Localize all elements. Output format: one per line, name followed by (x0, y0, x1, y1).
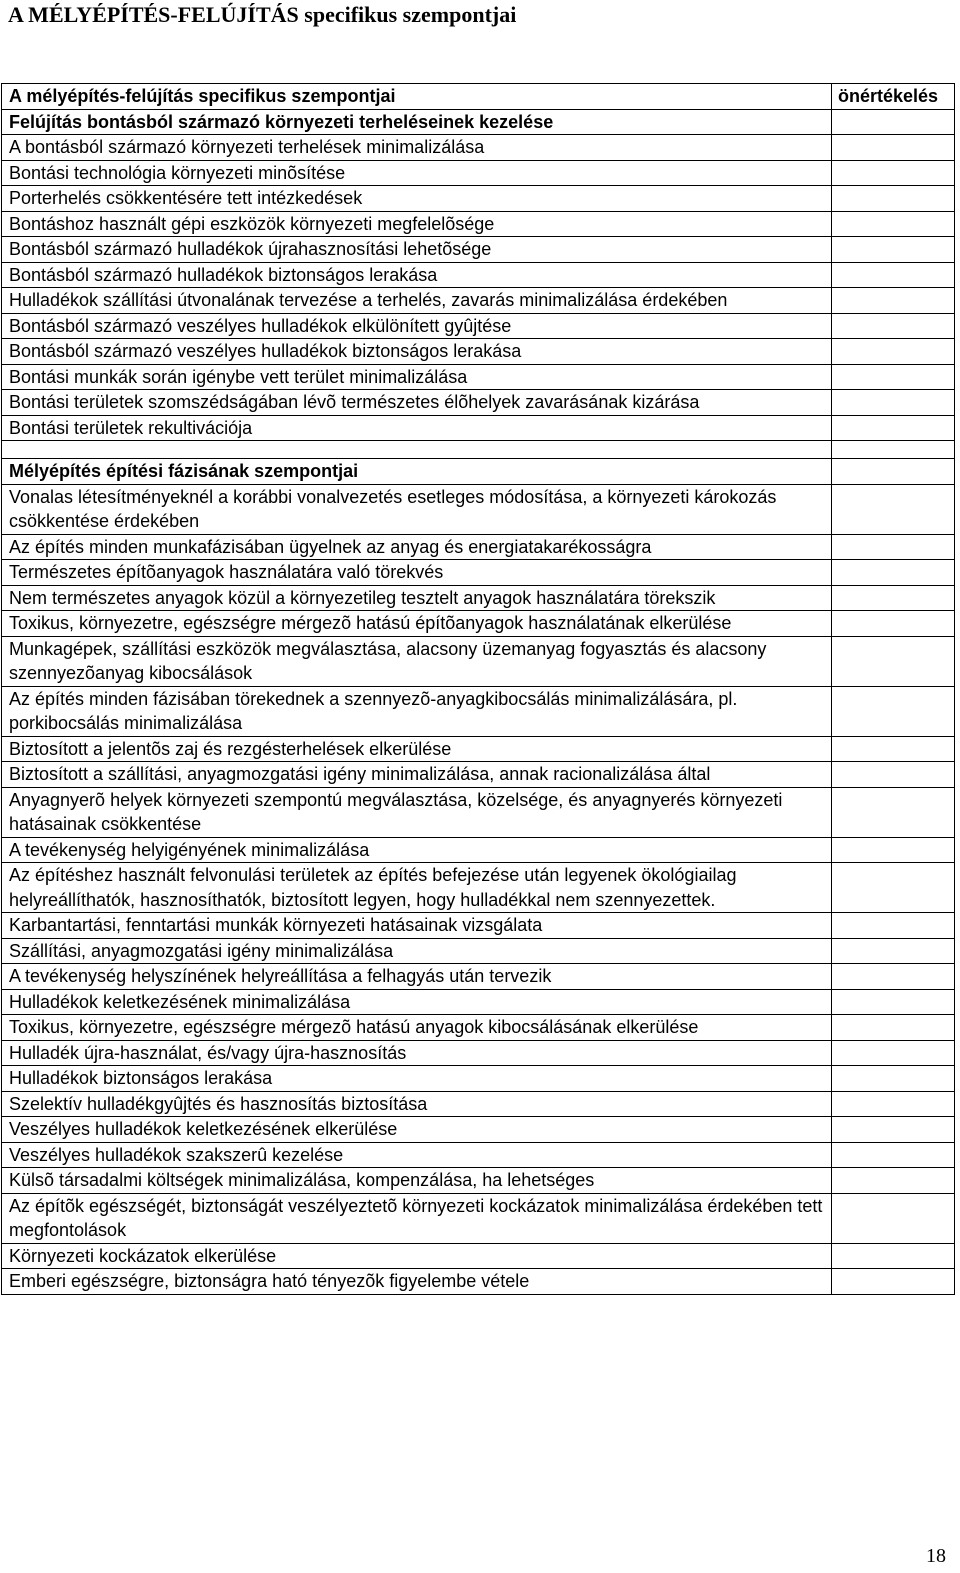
table-row (2, 1142, 955, 1168)
section-heading: Felújítás bontásból származó környezeti terheléseinek kezelése (9, 111, 554, 132)
criterion-text: Bontási területek szomszédságában lévõ természetes élõhelyek zavarásának kizárása (9, 392, 700, 412)
criterion-cell (2, 484, 832, 534)
table-row (2, 1040, 955, 1066)
self-assessment-cell[interactable] (832, 534, 955, 560)
criterion-text: Környezeti kockázatok elkerülése (9, 1245, 277, 1266)
criterion-text: Bontásból származó hulladékok újrahasznosítási lehetõsége (9, 239, 492, 259)
self-assessment-cell[interactable] (832, 211, 955, 237)
self-assessment-cell[interactable] (832, 288, 955, 314)
table-row (2, 1091, 955, 1117)
table-row (2, 736, 955, 762)
table-row (2, 1193, 955, 1243)
criterion-text: Toxikus, környezetre, egészségre mérgezõ hatású építõanyagok használatának elkerülése (9, 613, 732, 633)
criterion-cell (2, 1168, 832, 1194)
criterion-text: Porterhelés csökkentésére tett intézkedések (9, 188, 363, 208)
self-assessment-cell[interactable] (832, 390, 955, 416)
criterion-text: Bontási munkák során igénybe vett terület minimalizálása (9, 366, 468, 387)
criterion-text: Hulladékok biztonságos lerakása (9, 1068, 273, 1088)
table-row (2, 1066, 955, 1092)
self-assessment-cell[interactable] (832, 237, 955, 263)
self-assessment-cell[interactable] (832, 913, 955, 939)
criterion-text: A bontásból származó környezeti terhelések minimalizálása (9, 137, 485, 157)
criterion-cell (2, 964, 832, 990)
self-assessment-cell[interactable] (832, 339, 955, 365)
table-row (2, 611, 955, 637)
criterion-cell (2, 1193, 832, 1243)
criterion-cell (2, 1269, 832, 1295)
section-heading: Mélyépítés építési fázisának szempontjai (9, 461, 359, 481)
self-assessment-cell[interactable] (832, 441, 955, 459)
criterion-cell (2, 288, 832, 314)
criterion-cell (2, 913, 832, 939)
table-row (2, 636, 955, 686)
criterion-cell (2, 1243, 832, 1269)
self-assessment-cell[interactable] (832, 160, 955, 186)
self-assessment-cell[interactable] (832, 364, 955, 390)
page-number: 18 (926, 1545, 946, 1567)
criterion-cell (2, 441, 832, 459)
self-assessment-cell[interactable] (832, 1142, 955, 1168)
criterion-cell (2, 787, 832, 837)
criterion-text: Szelektív hulladékgyûjtés és hasznosítás biztosítása (9, 1093, 428, 1114)
criterion-cell (2, 211, 832, 237)
table-row (2, 1117, 955, 1143)
criterion-text: Veszélyes hulladékok keletkezésének elkerülése (9, 1119, 398, 1139)
criterion-text: Bontáshoz használt gépi eszközök környezeti megfelelõsége (9, 213, 495, 234)
criterion-text: A tevékenység helyszínének helyreállítása a felhagyás után tervezik (9, 966, 552, 986)
self-assessment-cell[interactable] (832, 636, 955, 686)
section-row (2, 84, 955, 110)
criterion-cell (2, 1117, 832, 1143)
criterion-cell (2, 237, 832, 263)
score-header: önértékelés (832, 84, 955, 110)
criterion-text: Emberi egészségre, biztonságra ható tényezõk figyelembe vétele (9, 1271, 530, 1291)
section-heading-cell (2, 109, 832, 135)
self-assessment-cell[interactable] (832, 313, 955, 339)
table-row (2, 787, 955, 837)
criterion-text: Az építés minden munkafázisában ügyelnek az anyag és energiatakarékosságra (9, 536, 652, 557)
criterion-text: Vonalas létesítményeknél a korábbi vonalvezetés esetleges módosítása, a környezeti károkozás csökkentése érdekében (9, 486, 777, 531)
self-assessment-cell[interactable] (832, 1066, 955, 1092)
table-row (2, 964, 955, 990)
criterion-text: Karbantartási, fenntartási munkák környezeti hatásainak vizsgálata (9, 915, 543, 935)
self-assessment-cell[interactable] (832, 837, 955, 863)
criterion-cell (2, 989, 832, 1015)
table-row (2, 762, 955, 788)
criterion-text: Hulladékok keletkezésének minimalizálása (9, 991, 351, 1012)
criterion-cell (2, 534, 832, 560)
section-row (2, 109, 955, 135)
self-assessment-cell[interactable] (832, 1168, 955, 1194)
criterion-text: Hulladék újra-használat, és/vagy újra-hasznosítás (9, 1042, 407, 1063)
criterion-text: Toxikus, környezetre, egészségre mérgezõ hatású anyagok kibocsálásának elkerülése (9, 1017, 699, 1037)
criterion-cell (2, 686, 832, 736)
table-row (2, 863, 955, 913)
criterion-cell (2, 1091, 832, 1117)
self-assessment-cell[interactable] (832, 1243, 955, 1269)
table-row (2, 837, 955, 863)
section-row (2, 459, 955, 485)
criterion-cell (2, 736, 832, 762)
criterion-text: Biztosított a jelentõs zaj és rezgésterhelések elkerülése (9, 738, 452, 759)
self-assessment-cell[interactable] (832, 262, 955, 288)
self-assessment-cell[interactable] (832, 736, 955, 762)
self-assessment-cell[interactable] (832, 560, 955, 586)
criterion-cell (2, 415, 832, 441)
self-assessment-cell[interactable] (832, 484, 955, 534)
table-row (2, 1168, 955, 1194)
criterion-text: Az építéshez használt felvonulási területek az építés befejezése után legyenek ökológiailag helyreállíthatók, hasznosíthatók, biztosított legyen, hogy hulladékkal nem szennyezettek. (9, 865, 737, 910)
criterion-cell (2, 762, 832, 788)
criterion-text: Hulladékok szállítási útvonalának tervezése a terhelés, zavarás minimalizálása érdekében (9, 290, 728, 310)
self-assessment-cell[interactable] (832, 1193, 955, 1243)
criterion-cell (2, 313, 832, 339)
self-assessment-cell[interactable] (832, 686, 955, 736)
table-row (2, 364, 955, 390)
page-title: A MÉLYÉPÍTÉS-FELÚJÍTÁS specifikus szempontjai (8, 2, 517, 27)
criterion-text: Bontási technológia környezeti minõsítése (9, 162, 346, 183)
criteria-table-body (2, 84, 955, 1295)
criterion-cell (2, 560, 832, 586)
self-assessment-cell[interactable] (832, 186, 955, 212)
self-assessment-cell[interactable] (832, 787, 955, 837)
criterion-cell (2, 938, 832, 964)
criterion-cell (2, 585, 832, 611)
criterion-cell (2, 135, 832, 161)
self-assessment-cell[interactable] (832, 762, 955, 788)
self-assessment-cell[interactable] (832, 964, 955, 990)
criterion-cell (2, 863, 832, 913)
criterion-text: Nem természetes anyagok közül a környezetileg tesztelt anyagok használatára törekszik (9, 587, 716, 608)
criterion-cell (2, 339, 832, 365)
criterion-text: Veszélyes hulladékok szakszerû kezelése (9, 1144, 344, 1165)
self-assessment-cell[interactable] (832, 585, 955, 611)
criteria-table (1, 83, 955, 1295)
criterion-cell (2, 636, 832, 686)
criterion-cell (2, 1015, 832, 1041)
self-assessment-cell[interactable] (832, 1015, 955, 1041)
table-row (2, 211, 955, 237)
self-assessment-cell[interactable] (832, 1269, 955, 1295)
criterion-text: Biztosított a szállítási, anyagmozgatási igény minimalizálása, annak racionalizálása által (9, 764, 711, 784)
table-row (2, 135, 955, 161)
table-row (2, 560, 955, 586)
criterion-text: Bontásból származó veszélyes hulladékok biztonságos lerakása (9, 341, 522, 361)
criterion-text: Anyagnyerõ helyek környezeti szempontú megválasztása, közelsége, és anyagnyerés környezeti hatásainak csökkentése (9, 789, 783, 834)
table-row (2, 390, 955, 416)
table-row (2, 237, 955, 263)
table-row (2, 186, 955, 212)
table-row (2, 313, 955, 339)
self-assessment-cell[interactable] (832, 1117, 955, 1143)
self-assessment-cell[interactable] (832, 989, 955, 1015)
self-assessment-cell[interactable] (832, 109, 955, 135)
criterion-text: Bontásból származó veszélyes hulladékok elkülönített gyûjtése (9, 315, 512, 336)
criterion-cell (2, 1066, 832, 1092)
criterion-cell (2, 611, 832, 637)
table-row (2, 262, 955, 288)
section-heading-cell (2, 84, 832, 110)
table-row (2, 415, 955, 441)
criterion-cell (2, 364, 832, 390)
criterion-cell (2, 1142, 832, 1168)
table-row (2, 938, 955, 964)
criterion-cell (2, 1040, 832, 1066)
self-assessment-cell[interactable] (832, 415, 955, 441)
self-assessment-cell[interactable] (832, 938, 955, 964)
table-row (2, 989, 955, 1015)
section-heading: A mélyépítés-felújítás specifikus szempontjai (9, 86, 396, 106)
table-row (2, 1015, 955, 1041)
criterion-text: Az építés minden fázisában törekednek a szennyezõ-anyagkibocsálás minimalizálására, pl. porkibocsálás minimalizálása (9, 688, 738, 733)
table-row (2, 585, 955, 611)
table-row (2, 534, 955, 560)
criterion-cell (2, 837, 832, 863)
criterion-text: Az építõk egészségét, biztonságát veszélyeztetõ környezeti kockázatok minimalizálása érdekében tett megfontolások (9, 1195, 823, 1240)
criterion-cell (2, 262, 832, 288)
criterion-text: Munkagépek, szállítási eszközök megválasztása, alacsony üzemanyag fogyasztás és alacsony szennyezõanyag kibocsálások (9, 638, 767, 683)
self-assessment-cell[interactable] (832, 459, 955, 485)
criterion-text: Bontásból származó hulladékok biztonságos lerakása (9, 264, 438, 285)
criterion-text: Szállítási, anyagmozgatási igény minimalizálása (9, 940, 394, 961)
self-assessment-cell[interactable] (832, 135, 955, 161)
criterion-cell (2, 186, 832, 212)
table-row (2, 484, 955, 534)
table-row (2, 339, 955, 365)
criterion-text: Természetes építõanyagok használatára való törekvés (9, 562, 444, 582)
spacer-row (2, 441, 955, 459)
criterion-cell (2, 390, 832, 416)
table-row (2, 1243, 955, 1269)
criterion-cell (2, 160, 832, 186)
table-row (2, 160, 955, 186)
self-assessment-cell[interactable] (832, 863, 955, 913)
section-heading-cell (2, 459, 832, 485)
table-row (2, 686, 955, 736)
table-row (2, 913, 955, 939)
self-assessment-cell[interactable] (832, 611, 955, 637)
criterion-text: Bontási területek rekultivációja (9, 417, 253, 438)
criterion-text: Külsõ társadalmi költségek minimalizálása, kompenzálása, ha lehetséges (9, 1170, 595, 1190)
criterion-text: A tevékenység helyigényének minimalizálása (9, 839, 370, 860)
table-row (2, 288, 955, 314)
self-assessment-cell[interactable] (832, 1040, 955, 1066)
self-assessment-cell[interactable] (832, 1091, 955, 1117)
table-row (2, 1269, 955, 1295)
